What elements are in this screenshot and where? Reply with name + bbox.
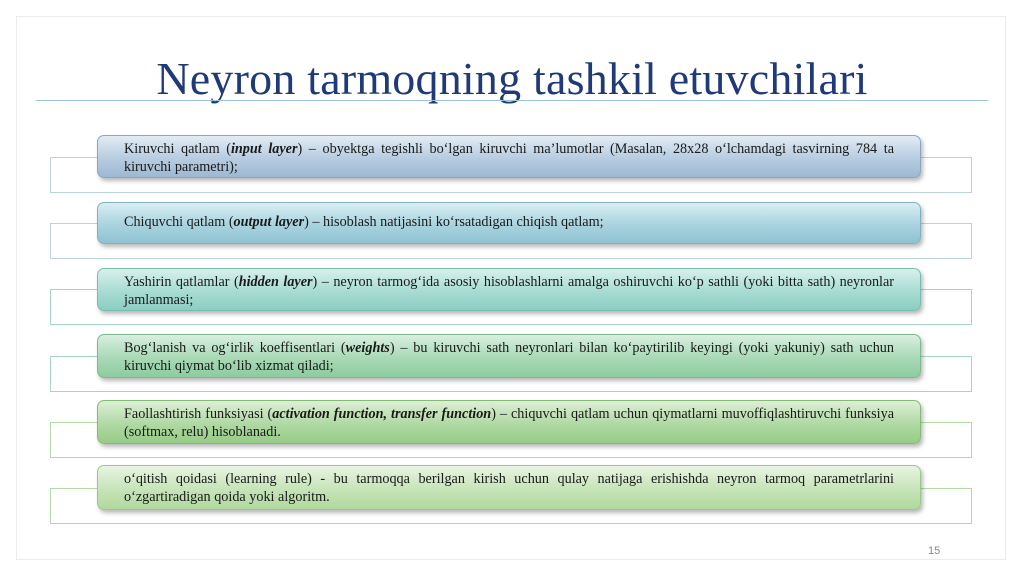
item-5-term: activation function, transfer function <box>272 406 492 422</box>
item-1-text: Kiruvchi qatlam (input layer) – obyektga tegishli bo‘lgan kiruvchi ma’lumotlar (Masalan, 28x28 o‘lchamdagi tasvirning 784 ta kiruvchi parametri); <box>124 141 894 175</box>
item-3-text: Yashirin qatlamlar (hidden layer) – neyron tarmog‘ida asosiy hisoblashlarni amalga oshiruvchi ko‘p sathli (yoki bitta sath) neyronlar jamlanmasi; <box>124 274 895 308</box>
item-6-text: o‘qitish qoidasi (learning rule) - bu tarmoqqa berilgan kirish uchun qulay natijaga erishishda neyron tarmoq parametrlarini o‘zgartiradigan qoida yoki algoritm. <box>124 471 894 505</box>
item-2-text: Chiquvchi qatlam (output layer) – hisoblash natijasini ko‘rsatadigan chiqish qatlam; <box>124 214 604 231</box>
item-activation-function <box>97 400 921 444</box>
slide-title: Neyron tarmoqning tashkil etuvchilari <box>156 53 868 104</box>
item-input-layer <box>97 135 921 178</box>
item-hidden-layer <box>97 268 921 311</box>
item-2-term: output layer <box>233 214 305 231</box>
item-output-layer <box>97 202 921 244</box>
title-divider <box>36 100 988 101</box>
page-number: 15 <box>928 545 941 557</box>
item-3-term: hidden layer <box>238 274 313 290</box>
item-1-term: input layer <box>230 141 298 157</box>
item-5-text: Faollashtirish funksiyasi (activation function, transfer function) – chiquvchi qatlam uchun qiymatlarni muvoffiqlashtiruvchi funksiya (softmax, relu) hisoblanadi. <box>124 406 894 440</box>
item-4-term: weights <box>345 340 390 356</box>
item-learning-rule <box>97 465 921 510</box>
item-4-text: Bog‘lanish va og‘irlik koeffisentlari (weights) – bu kiruvchi sath neyronlari bilan ko‘paytirilib keyingi (yoki yakuniy) sath uchun kiruvchi qiymat bo‘lib xizmat qiladi; <box>124 340 894 374</box>
item-weights <box>97 334 921 378</box>
